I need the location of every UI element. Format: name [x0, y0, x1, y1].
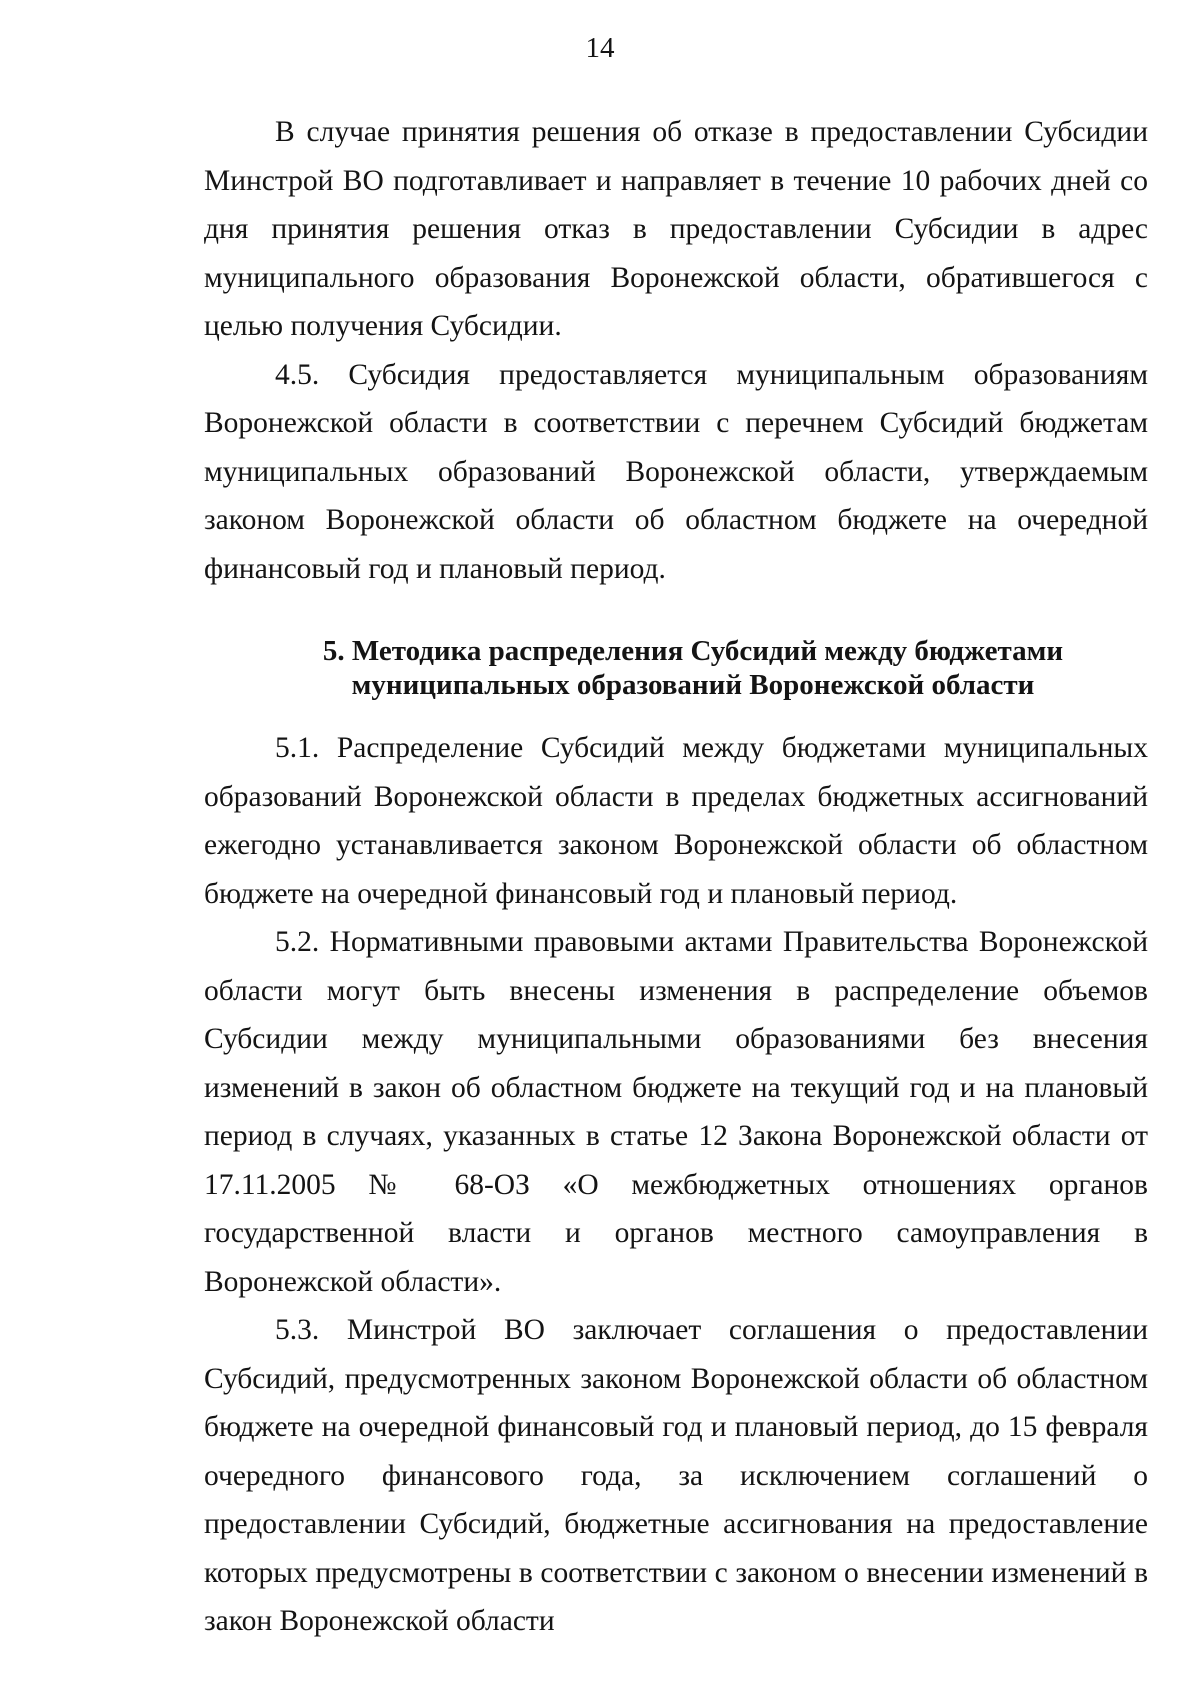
section-heading-line-2: муниципальных образований Воронежской области: [351, 669, 1035, 701]
text-block-after-heading: [204, 724, 1148, 1646]
text-block-before-heading: [204, 108, 1148, 593]
section-heading: [204, 634, 1148, 702]
paragraph-4-5: 4.5. Субсидия предоставляется муниципальным образованиям Воронежской области в соответствии с перечнем Субсидий бюджетам муниципальных образований Воронежской области, утверждаемым законом Воронежской области об областном бюджете на очередной финансовый год и плановый период.: [204, 358, 1148, 585]
paragraph-refusal-notice: В случае принятия решения об отказе в предоставлении Субсидии Минстрой ВО подготавливает и направляет в течение 10 рабочих дней со дня принятия решения отказ в предоставлении Субсидии в адрес муниципального образования Воронежской области, обратившегося с целью получения Субсидии.: [204, 116, 1148, 342]
paragraph-5-2: 5.2. Нормативными правовыми актами Правительства Воронежской области могут быть внесены изменения в распределение объемов Субсидии между муниципальными образованиями без внесения изменений в закон об областном бюджете на текущий год и на плановый период в случаях, указанных в статье 12 Закона Воронежской области от 17.11.2005 № 68-ОЗ «О межбюджетных отношениях органов государственной власти и органов местного самоуправления в Воронежской области».: [204, 926, 1148, 1298]
paragraph-5-1: 5.1. Распределение Субсидий между бюджетами муниципальных образований Воронежской области в пределах бюджетных ассигнований ежегодно устанавливается законом Воронежской области об областном бюджете на очередной финансовый год и плановый период.: [204, 732, 1148, 910]
page-number: 14: [585, 32, 615, 64]
paragraph-5-3: 5.3. Минстрой ВО заключает соглашения о предоставлении Субсидий, предусмотренных законом Воронежской области об областном бюджете на очередной финансовый год и плановый период, до 15 февраля очередного финансового года, за исключением соглашений о предоставлении Субсидий, бюджетные ассигнования на предоставление которых предусмотрены в соответствии с законом о внесении изменений в закон Воронежской области: [204, 1314, 1148, 1637]
section-heading-line-1: 5. Методика распределения Субсидий между бюджетами: [322, 635, 1064, 667]
